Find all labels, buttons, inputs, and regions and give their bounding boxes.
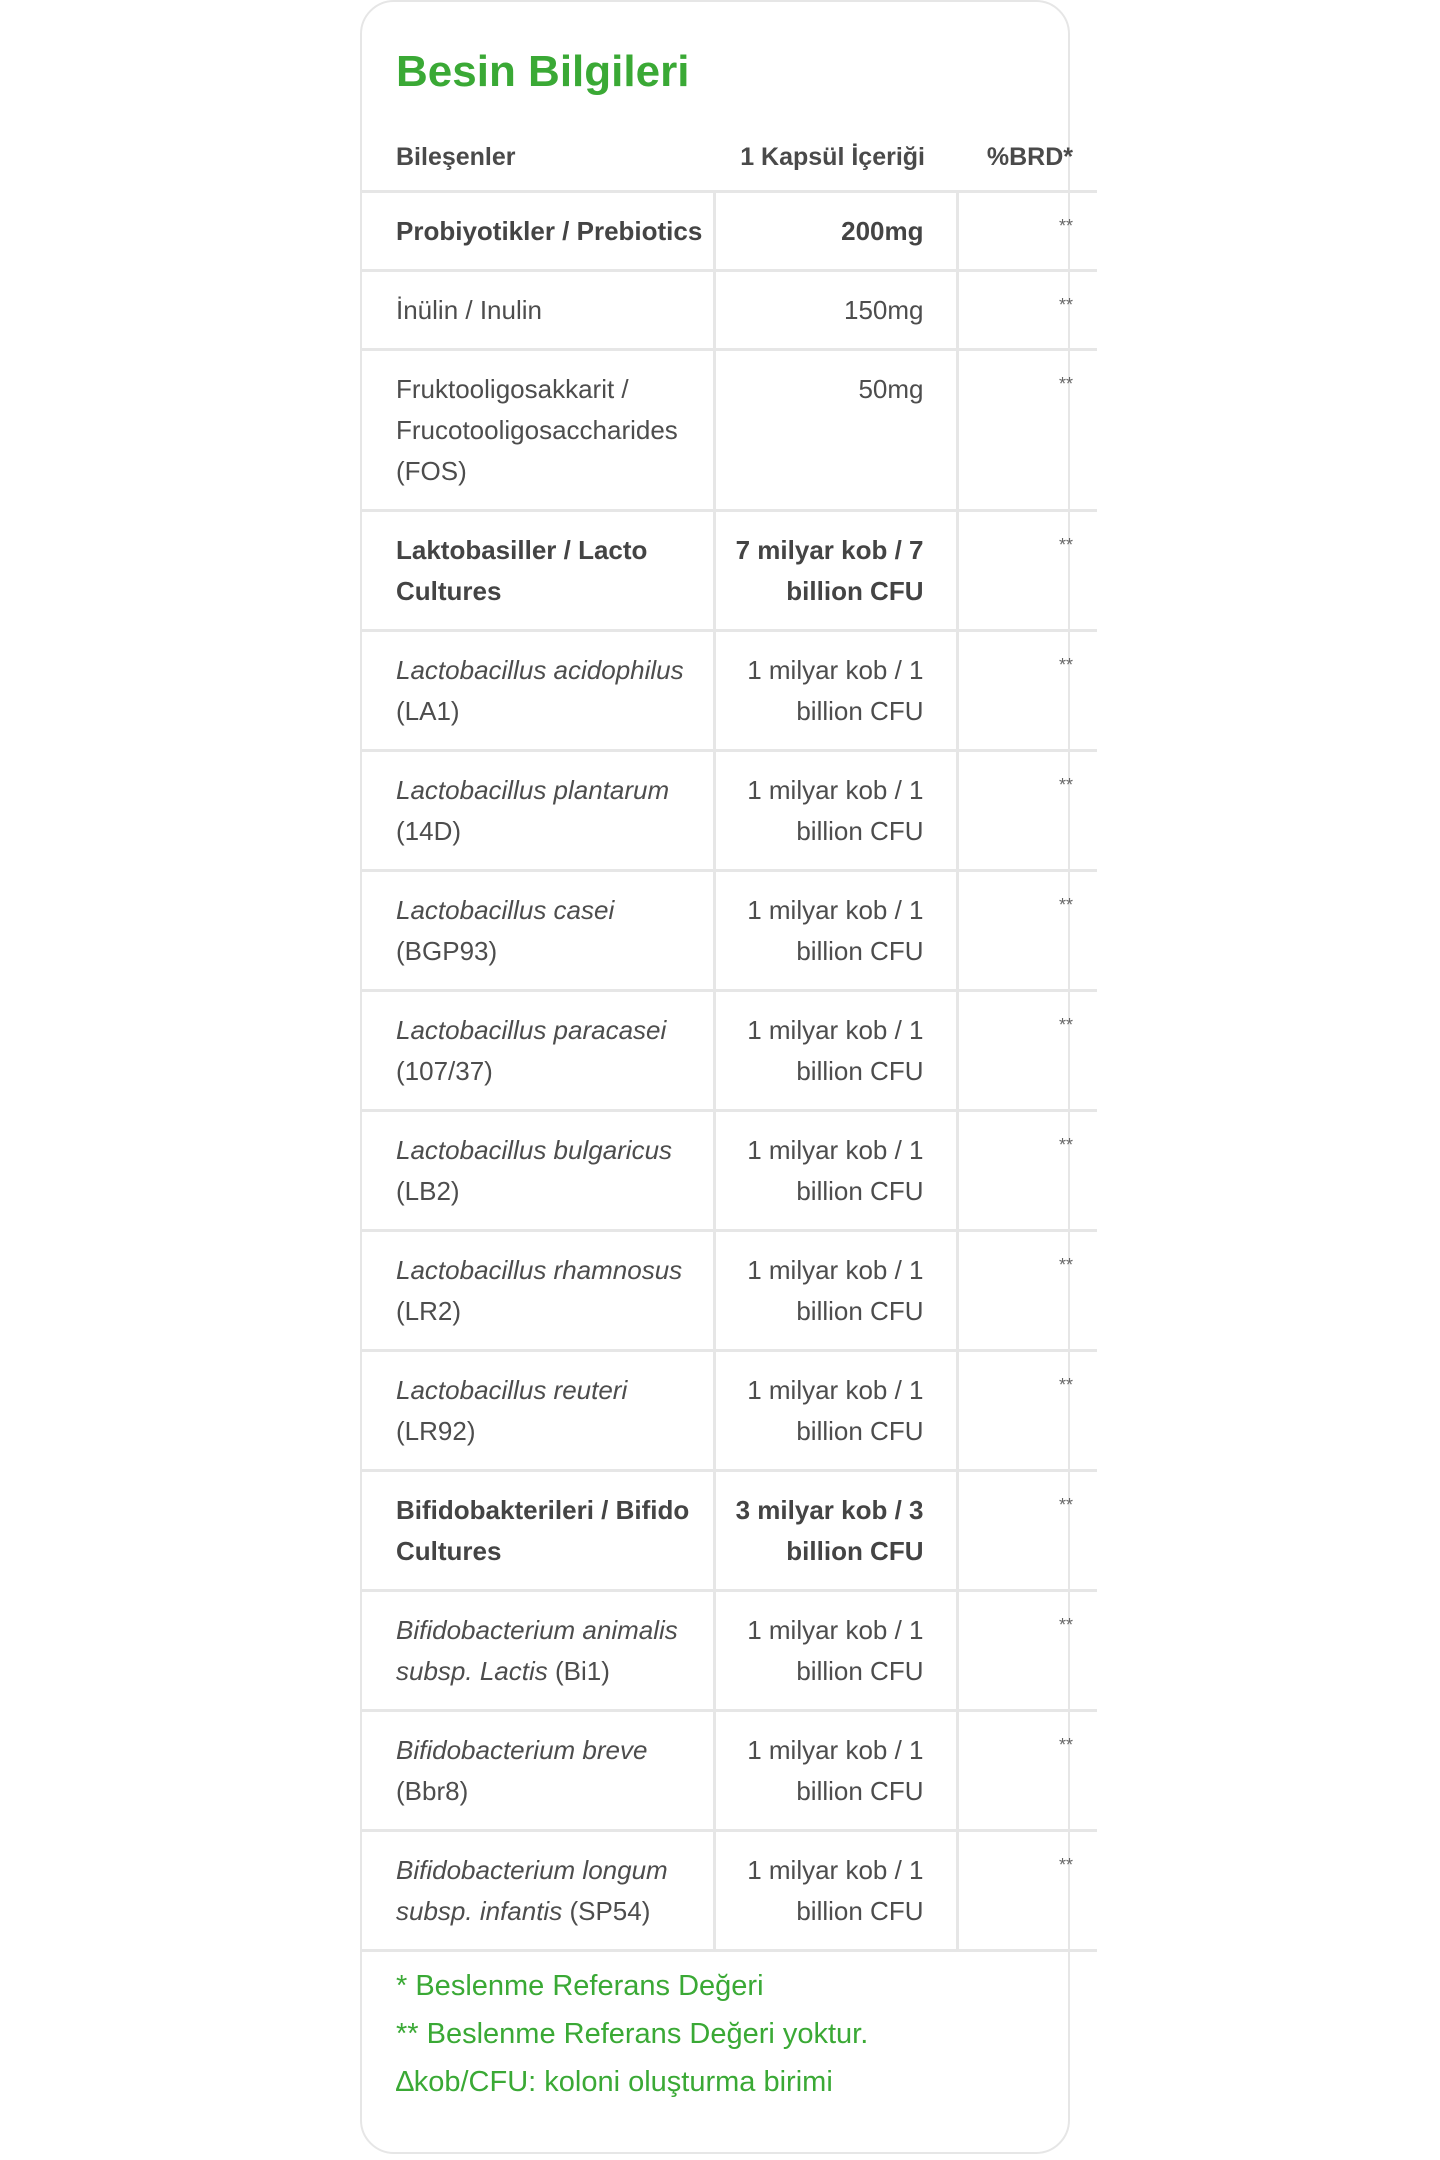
column-header-rdv: %BRD* xyxy=(957,124,1097,192)
rdv-value: ** xyxy=(957,1231,1097,1351)
footnote-rdv: * Beslenme Referans Değeri xyxy=(396,1970,764,2002)
table-row xyxy=(362,1351,1097,1471)
table-body xyxy=(362,192,1097,1951)
ingredient-name: Bifidobacterium longum subsp. infantis xyxy=(396,1855,668,1926)
footnote-cfu-definition: ∆kob/CFU: koloni oluşturma birimi xyxy=(396,2066,833,2098)
ingredient-name: Lactobacillus rhamnosus xyxy=(396,1255,683,1285)
ingredient-cell xyxy=(362,1591,714,1711)
table-row xyxy=(362,271,1097,350)
ingredient-cell xyxy=(362,1711,714,1831)
ingredient-strain-code: (Bbr8) xyxy=(396,1776,469,1806)
ingredient-name: Fruktooligosakkarit / Frucotooligosaccharides (FOS) xyxy=(396,374,678,486)
ingredient-strain-code: (SP54) xyxy=(562,1896,651,1926)
ingredient-cell xyxy=(362,1471,714,1591)
ingredient-cell xyxy=(362,1831,714,1951)
ingredient-cell xyxy=(362,871,714,991)
footnote-no-rdv: ** Beslenme Referans Değeri yoktur. xyxy=(396,2018,869,2050)
amount-per-capsule: 1 milyar kob / 1 billion CFU xyxy=(714,991,957,1111)
ingredient-name: Lactobacillus bulgaricus xyxy=(396,1135,673,1165)
table-row xyxy=(362,192,1097,271)
table-row xyxy=(362,1591,1097,1711)
amount-per-capsule: 1 milyar kob / 1 billion CFU xyxy=(714,751,957,871)
amount-per-capsule: 1 milyar kob / 1 billion CFU xyxy=(714,1711,957,1831)
rdv-value: ** xyxy=(957,271,1097,350)
amount-per-capsule: 1 milyar kob / 1 billion CFU xyxy=(714,1591,957,1711)
ingredient-name: Bifidobakterileri / Bifido Cultures xyxy=(396,1495,690,1566)
ingredient-cell xyxy=(362,1111,714,1231)
amount-per-capsule: 150mg xyxy=(714,271,957,350)
nutrition-facts-card xyxy=(360,0,1073,2154)
column-header-amount: 1 Kapsül İçeriği xyxy=(714,124,957,192)
amount-per-capsule: 3 milyar kob / 3 billion CFU xyxy=(714,1471,957,1591)
table-row xyxy=(362,1231,1097,1351)
ingredient-strain-code: (BGP93) xyxy=(396,936,498,966)
ingredient-name: İnülin / Inulin xyxy=(396,295,542,325)
rdv-value: ** xyxy=(957,192,1097,271)
column-header-component: Bileşenler xyxy=(362,124,714,192)
ingredient-strain-code: (LR92) xyxy=(396,1416,476,1446)
amount-per-capsule: 50mg xyxy=(714,350,957,511)
ingredient-cell xyxy=(362,631,714,751)
rdv-value: ** xyxy=(957,511,1097,631)
amount-per-capsule: 1 milyar kob / 1 billion CFU xyxy=(714,871,957,991)
amount-per-capsule: 1 milyar kob / 1 billion CFU xyxy=(714,1831,957,1951)
table-row xyxy=(362,991,1097,1111)
ingredient-name: Lactobacillus plantarum xyxy=(396,775,670,805)
ingredient-cell xyxy=(362,271,714,350)
ingredient-cell xyxy=(362,511,714,631)
amount-per-capsule: 1 milyar kob / 1 billion CFU xyxy=(714,1231,957,1351)
ingredient-strain-code: (107/37) xyxy=(396,1056,493,1086)
rdv-value: ** xyxy=(957,1711,1097,1831)
rdv-value: ** xyxy=(957,1351,1097,1471)
ingredient-strain-code: (LA1) xyxy=(396,696,460,726)
ingredient-name: Lactobacillus reuteri xyxy=(396,1375,628,1405)
ingredient-cell xyxy=(362,991,714,1111)
amount-per-capsule: 1 milyar kob / 1 billion CFU xyxy=(714,1111,957,1231)
ingredient-name: Lactobacillus paracasei xyxy=(396,1015,667,1045)
ingredient-strain-code: (Bi1) xyxy=(547,1656,610,1686)
ingredient-cell xyxy=(362,192,714,271)
ingredient-cell xyxy=(362,1351,714,1471)
amount-per-capsule: 1 milyar kob / 1 billion CFU xyxy=(714,1351,957,1471)
table-row xyxy=(362,871,1097,991)
table-row xyxy=(362,350,1097,511)
ingredient-cell xyxy=(362,350,714,511)
rdv-value: ** xyxy=(957,1591,1097,1711)
rdv-value: ** xyxy=(957,631,1097,751)
table-row xyxy=(362,631,1097,751)
nutrition-table-wrapper xyxy=(362,124,1097,1952)
rdv-value: ** xyxy=(957,871,1097,991)
ingredient-strain-code: (LB2) xyxy=(396,1176,460,1206)
rdv-value: ** xyxy=(957,991,1097,1111)
ingredient-name: Bifidobacterium breve xyxy=(396,1735,648,1765)
amount-per-capsule: 7 milyar kob / 7 billion CFU xyxy=(714,511,957,631)
ingredient-name: Lactobacillus casei xyxy=(396,895,615,925)
ingredient-name: Probiyotikler / Prebiotics xyxy=(396,216,703,246)
table-row xyxy=(362,1111,1097,1231)
ingredient-name: Bifidobacterium animalis subsp. Lactis xyxy=(396,1615,678,1686)
amount-per-capsule: 200mg xyxy=(714,192,957,271)
ingredient-cell xyxy=(362,1231,714,1351)
table-row xyxy=(362,1711,1097,1831)
ingredient-name: Lactobacillus acidophilus xyxy=(396,655,684,685)
table-row xyxy=(362,1471,1097,1591)
table-row xyxy=(362,1831,1097,1951)
ingredient-name: Laktobasiller / Lacto Cultures xyxy=(396,535,648,606)
rdv-value: ** xyxy=(957,751,1097,871)
amount-per-capsule: 1 milyar kob / 1 billion CFU xyxy=(714,631,957,751)
table-row xyxy=(362,751,1097,871)
ingredient-strain-code: (LR2) xyxy=(396,1296,462,1326)
table-header-row xyxy=(362,124,1097,192)
rdv-value: ** xyxy=(957,1831,1097,1951)
ingredient-cell xyxy=(362,751,714,871)
ingredient-strain-code: (14D) xyxy=(396,816,462,846)
rdv-value: ** xyxy=(957,1111,1097,1231)
rdv-value: ** xyxy=(957,350,1097,511)
footnotes xyxy=(396,1962,868,2106)
rdv-value: ** xyxy=(957,1471,1097,1591)
table-row xyxy=(362,511,1097,631)
page-title: Besin Bilgileri xyxy=(396,47,690,96)
nutrition-table xyxy=(362,124,1097,1952)
